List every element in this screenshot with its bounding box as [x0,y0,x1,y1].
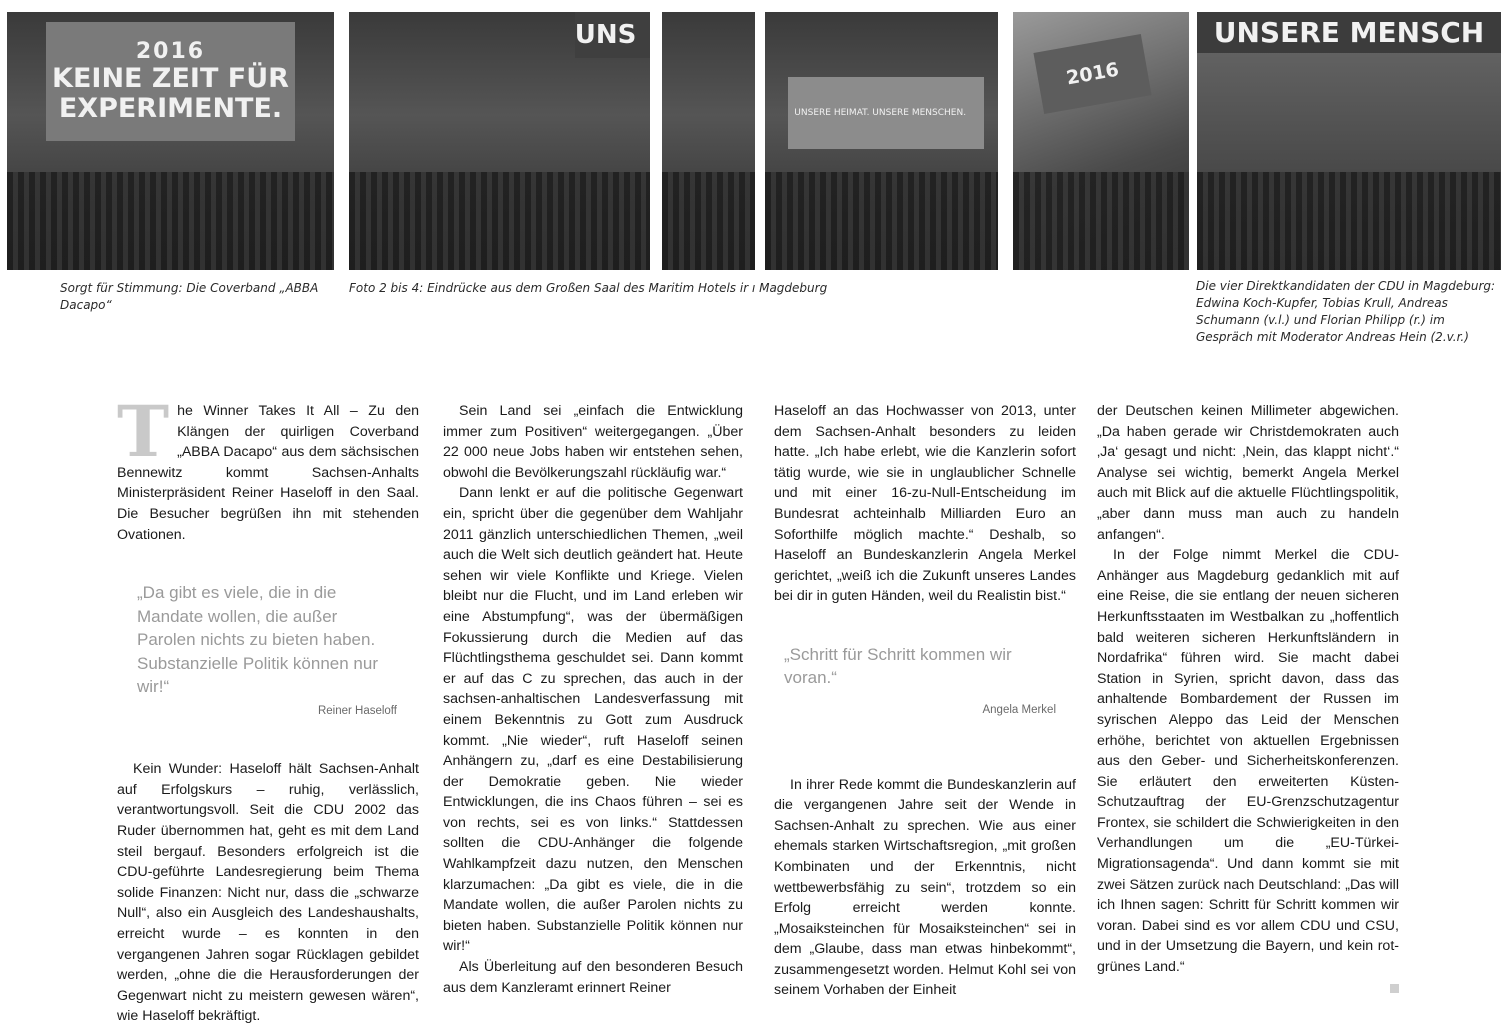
pull-quote-text: „Da gibt es viele, die in die Mandate wollen, die außer Parolen nichts zu bieten haben. Substanzielle Politik können nur wir!“ [137,583,378,697]
pull-quote-source: Angela Merkel [982,703,1056,716]
article-paragraph: In ihrer Rede kommt die Bundeskanzlerin auf die vergangenen Jahre seit der Wende in Sachsen-Anhalt zu sprechen. Wie aus einer ehemals starken Wirtschaftsregion, „mit großen Kombinaten und der Erkenntnis, nicht wettbewerbsfähig zu sein“, trotzdem so ein Erfolg erreicht werden konnte. „Mosaiksteinchen für Mosaiksteinchen“ sei in dem „Glaube, dass man etwas hinbekommt“, zusammengesetzt worden. Helmut Kohl sei von seinem Vorhaben der Einheit [774,776,1076,999]
audience [662,172,755,270]
photo-speaker-screen [662,12,755,270]
photo-direct-candidates [1197,12,1501,270]
article-paragraph: Haseloff an das Hochwasser von 2013, unter dem Sachsen-Anhalt besonders zu leiden hatte. „Ich habe erlebt, wie die Kanzlerin sofort tätig wurde, wie sie in unglaublicher Schnelle und mit einer 16-zu-Null-Entscheidung im Bundesrat achteinhalb Milliarden Euro an Soforthilfe möglich machte.“ Deshalb, so Haseloff an Bundeskanzlerin Angela Merkel gerichtet, „weiß ich die Zukunft unseres Landes bei dir in guten Händen, weil du Realistin bist.“ [774,403,1076,605]
article-paragraph: In der Folge nimmt Merkel die CDU-Anhänger aus Magdeburg gedanklich mit auf eine Reise, die sie entlang der neuen sicheren Herkunftsstaaten im Westbalkan zu „hoffentlich bald weiteren sicheren Herkunftsländern in Nordafrika“ führen wird. Sie macht dabei Station in Syrien, spricht davon, dass das anhaltende Bombardement der Russen im syrischen Aleppo das Leid der Menschen erhöhe, berichtet von aktuellen Ergebnissen aus den Geber- und Sicherheitskonferenzen. Sie erläutert den erweiterten Küsten-Schutzauftrag der EU-Grenzschutzagentur Frontex, sie schildert die Schwierigkeiten in den Verhandlungen um die „EU-Türkei-Migrationsagenda“. Und dann kommt sie mit zwei Sätzen zurück nach Deutschland: „Das will ich Ihnen sagen: Schritt für Schritt kommen wir voran. Dabei sind es vor allem CDU und CSU, und in der Umsetzung die Bayern, und kein rot-grünes Land.“ [1097,547,1399,976]
article-column-1 [117,390,419,1027]
photo-caption-3: Die vier Direktkandidaten der CDU in Magdeburg: Edwina Koch-Kupfer, Tobias Krull, Andreas Schumann (v.l.) und Florian Philipp (r.) im Gespräch mit Moderator Andreas Hein (2.v.r.) [1196,279,1496,344]
pull-quote-merkel [784,643,1056,721]
stage-banner: UNSERE HEIMAT. UNSERE MENSCHEN. [788,77,984,149]
audience [765,172,998,270]
stage-floor [349,172,650,270]
article-paragraph: he Winner Takes It All – Zu den Klängen der quirligen Coverband „ABBA Dacapo“ aus dem sächsischen Bennewitz kommt Sachsen-Anhalts Ministerpräsident Reiner Haseloff in den Saal. Die Besucher begrüßen ihn mit stehenden Ovationen. [117,403,419,543]
article-paragraph: Als Überleitung auf den besonderen Besuch aus dem Kanzleramt erinnert Reiner [443,959,743,996]
banner-line-2: EXPERIMENTE. [58,93,283,125]
photo-abba-dacapo-stage [7,12,334,270]
flyer-stack [1013,172,1189,270]
flyer-logo: 2016 [1033,34,1151,114]
stage-floor [7,172,334,270]
article-column-3 [774,401,1076,1001]
end-mark-icon [1390,984,1399,993]
article-column-4 [1097,401,1399,993]
pull-quote-source: Reiner Haseloff [317,704,397,717]
article-paragraph: Kein Wunder: Haseloff hält Sachsen-Anhalt auf Erfolgskurs – ruhig, verlässlich, verantwortungsvoll. Seit die CDU 2002 das Ruder übernommen hat, geht es mit dem Land steil bergauf. Besonders erfolgreich ist die CDU-geführte Landesregierung beim Thema solide Finanzen: Nicht nur, dass die „schwarze Null“, also ein Ausgleich des Landeshaushalts, erreicht wurde – es konnten in den vergangenen Jahren sogar Rücklagen gebildet werden, „ohne die die Herausforderungen der Gegenwart nicht zu meistern gewesen wären“, wie Haseloff bekräftigt. [117,761,419,1025]
article-paragraph: Sein Land sei „einfach die Entwicklung immer zum Positiven“ weitergegangen. „Über 22 000 neue Jobs haben wir entstehen sehen, obwohl die Bevölkerungszahl rückläufig war.“ [443,403,743,481]
stage-banner: UNSERE MENSCH [1197,12,1501,53]
photo-haseloff-flowers [349,12,650,270]
stage-banner: UNS [575,12,650,58]
banner-year: 2016 [135,39,206,65]
pull-quote-text: „Schritt für Schritt kommen wir voran.“ [784,644,1012,688]
pull-quote-haseloff [127,581,399,721]
photo-caption-1: Sorgt für Stimmung: Die Coverband „ABBA Dacapo“ [60,281,319,312]
article-paragraph: der Deutschen keinen Millimeter abgewichen. „Da haben gerade wir Christdemokraten auch ‚Ja‘ gesagt und nicht: ‚Nein, das klappt nicht‘.“ Analyse sei wichtig, bemerkt Angela Merkel auch mit Blick auf die aktuelle Flüchtlingspolitik, „aber dann muss man auch zu handeln anfangen“. [1097,403,1399,543]
drop-cap: T [117,390,170,473]
article-paragraph: Dann lenkt er auf die politische Gegenwart ein, spricht über die gegenüber dem Wahljahr 2011 gänzlich unterschiedlichen Themen, „weil auch die Welt sich deutlich geändert hat. Heute sehen wir viele Konflikte und Kriege. Vielen bleibt nur die Flucht, und im Land erleben wir eine Abstumpfung“, was der übermäßigen Fokussierung durch die Medien auf das Flüchtlingsthema geschuldet sei. Dann kommt er auf das C zu sprechen, das auch in der sachsen-anhaltischen Landesverfassung mit einem Bekenntnis zu Gott zum Ausdruck kommt. „Nie wieder“, ruft Haseloff seinen Anhängern zu, „darf es eine Destabilisierung der Demokratie geben. Nie wieder Entwicklungen, die ins Chaos führen – sei es von rechts, sei es von links.“ Stattdessen sollten die CDU-Anhänger die folgende Wahlkampfzeit dazu nutzen, den Menschen klarzumachen: „Da gibt es viele, die in die Mandate wollen, die außer Parolen nichts zu bieten haben. Substanzielle Politik können nur wir!“ [443,485,743,955]
photo-great-hall [765,12,998,270]
stage-banner [46,22,295,141]
stage-floor [1197,172,1501,270]
photo-campaign-flyers [1013,12,1189,270]
article-column-2 [443,401,743,998]
banner-line-1: KEINE ZEIT FÜR [52,63,289,95]
photo-caption-2: Foto 2 bis 4: Eindrücke aus dem Großen Saal des Maritim Hotels ir ı Magdeburg [349,281,828,295]
